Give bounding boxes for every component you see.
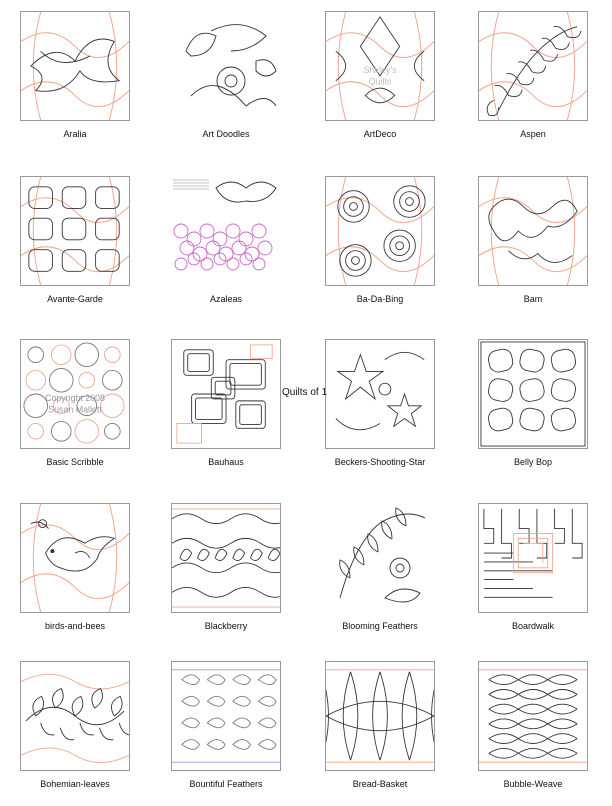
avante-garde-pattern-icon [20, 176, 130, 286]
pattern-label: Aralia [63, 129, 87, 139]
pattern-label: Art Doodles [202, 129, 250, 139]
pattern-tile[interactable] [171, 339, 281, 484]
pattern-label: Aspen [520, 129, 546, 139]
svg-text:Susan Mallett: Susan Mallett [48, 404, 102, 415]
pattern-tile[interactable] [171, 11, 281, 156]
svg-text:Copyright 2008: Copyright 2008 [45, 392, 105, 403]
bubble-weave-pattern-icon [478, 661, 588, 771]
pattern-tile[interactable] [20, 339, 130, 484]
overlay-text: Quilts of 1 [282, 387, 328, 398]
bam-pattern-icon [478, 176, 588, 286]
bread-basket-pattern-icon [325, 661, 435, 771]
pattern-label: Bauhaus [208, 457, 244, 467]
bohemian-leaves-pattern-icon [20, 661, 130, 771]
pattern-label: Bread-Basket [352, 779, 408, 789]
bountiful-feathers-pattern-icon [171, 661, 281, 771]
pattern-tile[interactable] [325, 11, 435, 156]
pattern-tile[interactable] [171, 661, 281, 806]
pattern-label: Avante-Garde [47, 294, 103, 304]
pattern-tile[interactable] [325, 661, 435, 806]
pattern-label: birds-and-bees [44, 621, 106, 631]
pattern-tile[interactable] [20, 503, 130, 648]
blackberry-pattern-icon [171, 503, 281, 613]
aspen-fern-pattern-icon [478, 11, 588, 121]
pattern-tile[interactable] [325, 503, 435, 648]
aralia-leaf-pattern-icon [20, 11, 130, 121]
shooting-star-pattern-icon [325, 339, 435, 449]
pattern-label: Boardwalk [511, 621, 555, 631]
pattern-tile[interactable] [478, 11, 588, 156]
pattern-label: Blooming Feathers [342, 621, 418, 631]
pattern-tile[interactable] [171, 503, 281, 648]
birds-and-bees-pattern-icon [20, 503, 130, 613]
pattern-tile[interactable] [20, 661, 130, 806]
pattern-tile[interactable] [20, 176, 130, 321]
pattern-label: Bam [523, 294, 543, 304]
pattern-label: Beckers-Shooting-Star [334, 457, 426, 467]
pattern-label: Ba-Da-Bing [356, 294, 404, 304]
artdeco-pattern-icon [325, 11, 435, 121]
svg-text:Shirley's: Shirley's [363, 64, 397, 75]
art-doodles-pattern-icon [171, 11, 281, 121]
pattern-label: Bohemian-leaves [40, 779, 110, 789]
pattern-label: Bountiful Feathers [189, 779, 263, 789]
blooming-feathers-pattern-icon [325, 503, 435, 613]
pattern-label: Belly Bop [513, 457, 553, 467]
pattern-label: Basic Scribble [46, 457, 104, 467]
azaleas-pattern-icon [171, 176, 281, 286]
pattern-tile[interactable] [325, 339, 435, 484]
pattern-label: Bubble-Weave [503, 779, 563, 789]
pattern-label: Azaleas [209, 294, 243, 304]
pattern-tile[interactable] [171, 176, 281, 321]
pattern-tile[interactable] [478, 339, 588, 484]
pattern-label: Blackberry [204, 621, 248, 631]
pattern-tile[interactable] [325, 176, 435, 321]
pattern-tile[interactable] [478, 661, 588, 806]
svg-text:Quilts: Quilts [368, 76, 392, 87]
pattern-label: ArtDeco [363, 129, 397, 139]
pattern-tile[interactable] [20, 11, 130, 156]
pattern-tile[interactable] [478, 176, 588, 321]
boardwalk-pattern-icon [478, 503, 588, 613]
basic-scribble-pattern-icon [20, 339, 130, 449]
bauhaus-pattern-icon [171, 339, 281, 449]
belly-bop-pattern-icon [478, 339, 588, 449]
pattern-tile[interactable] [478, 503, 588, 648]
ba-da-bing-spiral-pattern-icon [325, 176, 435, 286]
